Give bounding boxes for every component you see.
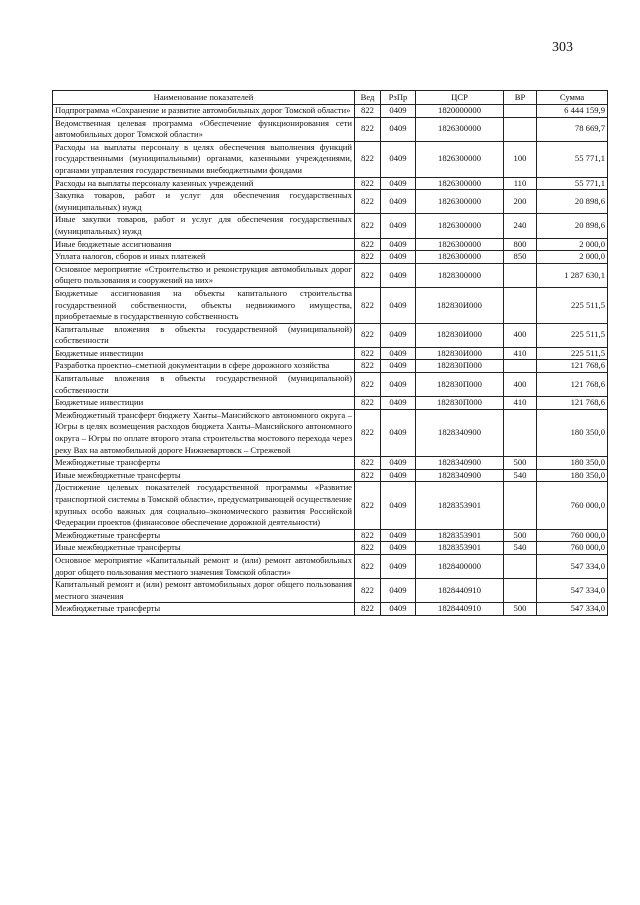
table-row: [53, 105, 608, 118]
cell-csr: 182830П000: [416, 360, 504, 373]
cell-rzpr: 0409: [381, 347, 416, 360]
cell-csr: 1820000000: [416, 105, 504, 118]
table-row: [53, 373, 608, 397]
cell-ved: 822: [355, 457, 381, 470]
cell-vr: 800: [504, 238, 537, 251]
cell-csr: 1828353901: [416, 542, 504, 555]
cell-csr: 1828400000: [416, 554, 504, 578]
cell-name: Иные бюджетные ассигнования: [53, 238, 355, 251]
cell-vr: 110: [504, 177, 537, 190]
cell-name: Бюджетные инвестиции: [53, 347, 355, 360]
cell-csr: 1826300000: [416, 251, 504, 264]
cell-rzpr: 0409: [381, 360, 416, 373]
cell-sum: 760 000,0: [537, 542, 608, 555]
cell-name: Ведомственная целевая программа «Обеспечение функционирования сети автомобильных дорог Томской области»: [53, 117, 355, 141]
cell-rzpr: 0409: [381, 457, 416, 470]
cell-csr: 1828340900: [416, 469, 504, 482]
cell-ved: 822: [355, 579, 381, 603]
cell-name: Межбюджетные трансферты: [53, 457, 355, 470]
cell-ved: 822: [355, 323, 381, 347]
cell-ved: 822: [355, 603, 381, 616]
cell-ved: 822: [355, 373, 381, 397]
cell-csr: 1826300000: [416, 177, 504, 190]
table-row: [53, 529, 608, 542]
cell-name: Межбюджетные трансферты: [53, 603, 355, 616]
cell-name: Достижение целевых показателей государственной программы «Развитие транспортной системы в Томской области», предусматривающей осуществление крупных особо важных для социально–экономического развития Российской Федерации проектов (финансовое обеспечение дорожной деятельности): [53, 482, 355, 529]
cell-rzpr: 0409: [381, 214, 416, 238]
cell-vr: [504, 263, 537, 287]
cell-rzpr: 0409: [381, 263, 416, 287]
cell-vr: 200: [504, 190, 537, 214]
table-row: [53, 190, 608, 214]
table-row: [53, 469, 608, 482]
cell-name: Бюджетные ассигнования на объекты капитального строительства государственной собственности, объекты недвижимого имущества, приобретаемые в государственную собственность: [53, 287, 355, 323]
cell-sum: 547 334,0: [537, 554, 608, 578]
header-vr: ВР: [504, 91, 537, 105]
table-row: [53, 177, 608, 190]
cell-name: Уплата налогов, сборов и иных платежей: [53, 251, 355, 264]
cell-sum: 547 334,0: [537, 603, 608, 616]
table-row: [53, 238, 608, 251]
cell-rzpr: 0409: [381, 117, 416, 141]
cell-ved: 822: [355, 263, 381, 287]
cell-sum: 180 350,0: [537, 457, 608, 470]
cell-name: Закупка товаров, работ и услуг для обеспечения государственных (муниципальных) нужд: [53, 190, 355, 214]
header-name: Наименование показателей: [53, 91, 355, 105]
table-body: [53, 105, 608, 616]
table-row: [53, 542, 608, 555]
cell-vr: 400: [504, 373, 537, 397]
cell-ved: 822: [355, 554, 381, 578]
cell-sum: 121 768,6: [537, 397, 608, 410]
cell-sum: 225 511,5: [537, 347, 608, 360]
cell-ved: 822: [355, 141, 381, 177]
cell-csr: 182830П000: [416, 373, 504, 397]
cell-vr: 540: [504, 469, 537, 482]
cell-vr: 410: [504, 347, 537, 360]
table-row: [53, 579, 608, 603]
cell-rzpr: 0409: [381, 251, 416, 264]
header-sum: Сумма: [537, 91, 608, 105]
cell-ved: 822: [355, 117, 381, 141]
cell-rzpr: 0409: [381, 482, 416, 529]
cell-rzpr: 0409: [381, 542, 416, 555]
cell-vr: [504, 105, 537, 118]
cell-vr: [504, 409, 537, 456]
cell-sum: 6 444 159,9: [537, 105, 608, 118]
cell-rzpr: 0409: [381, 238, 416, 251]
cell-ved: 822: [355, 482, 381, 529]
cell-name: Капитальный ремонт и (или) ремонт автомобильных дорог общего пользования местного значения: [53, 579, 355, 603]
cell-csr: 1826300000: [416, 190, 504, 214]
cell-name: Иные межбюджетные трансферты: [53, 542, 355, 555]
cell-ved: 822: [355, 177, 381, 190]
cell-name: Подпрограмма «Сохранение и развитие автомобильных дорог Томской области»: [53, 105, 355, 118]
cell-ved: 822: [355, 360, 381, 373]
table-row: [53, 360, 608, 373]
cell-sum: 2 000,0: [537, 251, 608, 264]
cell-name: Межбюджетный трансферт бюджету Ханты–Мансийского автономного округа – Югры в целях возмещения расходов бюджета Ханты–Мансийского автономного округа – Югры по оплате второго этапа строительства мостового перехода через реку Вах на автомобильной дороге Нижневартовск – Стрежевой: [53, 409, 355, 456]
table-row: [53, 287, 608, 323]
cell-csr: 1826300000: [416, 238, 504, 251]
cell-name: Разработка проектно–сметной документации в сфере дорожного хозяйства: [53, 360, 355, 373]
cell-ved: 822: [355, 347, 381, 360]
cell-ved: 822: [355, 542, 381, 555]
cell-rzpr: 0409: [381, 469, 416, 482]
table-row: [53, 214, 608, 238]
cell-rzpr: 0409: [381, 141, 416, 177]
cell-sum: 20 898,6: [537, 214, 608, 238]
header-rzpr: РзПр: [381, 91, 416, 105]
cell-csr: 1826300000: [416, 141, 504, 177]
cell-sum: 55 771,1: [537, 141, 608, 177]
cell-csr: 1826300000: [416, 117, 504, 141]
cell-rzpr: 0409: [381, 323, 416, 347]
cell-rzpr: 0409: [381, 287, 416, 323]
cell-rzpr: 0409: [381, 177, 416, 190]
cell-ved: 822: [355, 287, 381, 323]
cell-rzpr: 0409: [381, 554, 416, 578]
cell-name: Межбюджетные трансферты: [53, 529, 355, 542]
cell-name: Расходы на выплаты персоналу в целях обеспечения выполнения функций государственными (муниципальными) органами, казенными учреждениями, органами управления государственными внебюджетными фондами: [53, 141, 355, 177]
table-row: [53, 554, 608, 578]
cell-ved: 822: [355, 397, 381, 410]
cell-sum: 20 898,6: [537, 190, 608, 214]
cell-csr: 1828353901: [416, 529, 504, 542]
cell-name: Основное мероприятие «Капитальный ремонт и (или) ремонт автомобильных дорог общего пользования местного значения Томской области»: [53, 554, 355, 578]
table-row: [53, 251, 608, 264]
cell-rzpr: 0409: [381, 603, 416, 616]
cell-rzpr: 0409: [381, 105, 416, 118]
cell-vr: 850: [504, 251, 537, 264]
cell-csr: 1828440910: [416, 579, 504, 603]
cell-sum: 180 350,0: [537, 409, 608, 456]
cell-sum: 121 768,6: [537, 360, 608, 373]
cell-csr: 1826300000: [416, 214, 504, 238]
cell-name: Капитальные вложения в объекты государственной (муниципальной) собственности: [53, 373, 355, 397]
cell-name: Расходы на выплаты персоналу казенных учреждений: [53, 177, 355, 190]
table-row: [53, 347, 608, 360]
cell-vr: [504, 579, 537, 603]
cell-sum: 180 350,0: [537, 469, 608, 482]
cell-name: Основное мероприятие «Строительство и реконструкция автомобильных дорог общего пользования и сооружений на них»: [53, 263, 355, 287]
cell-vr: [504, 482, 537, 529]
cell-name: Иные межбюджетные трансферты: [53, 469, 355, 482]
cell-csr: 1828353901: [416, 482, 504, 529]
cell-sum: 225 511,5: [537, 323, 608, 347]
cell-vr: 500: [504, 457, 537, 470]
cell-csr: 182830И000: [416, 323, 504, 347]
cell-vr: [504, 554, 537, 578]
cell-sum: 760 000,0: [537, 482, 608, 529]
cell-sum: 760 000,0: [537, 529, 608, 542]
cell-vr: 410: [504, 397, 537, 410]
cell-vr: [504, 287, 537, 323]
table-row: [53, 397, 608, 410]
cell-csr: 1828340900: [416, 409, 504, 456]
cell-csr: 182830И000: [416, 287, 504, 323]
page-number: 303: [552, 40, 573, 55]
cell-vr: 500: [504, 529, 537, 542]
cell-vr: 240: [504, 214, 537, 238]
table-row: [53, 482, 608, 529]
cell-rzpr: 0409: [381, 190, 416, 214]
table-header-row: [53, 91, 608, 105]
table-row: [53, 263, 608, 287]
cell-sum: 78 669,7: [537, 117, 608, 141]
cell-rzpr: 0409: [381, 397, 416, 410]
cell-rzpr: 0409: [381, 529, 416, 542]
cell-csr: 1828440910: [416, 603, 504, 616]
cell-vr: [504, 360, 537, 373]
cell-sum: 1 287 630,1: [537, 263, 608, 287]
cell-csr: 182830П000: [416, 397, 504, 410]
table-row: [53, 117, 608, 141]
cell-ved: 822: [355, 469, 381, 482]
cell-rzpr: 0409: [381, 373, 416, 397]
cell-name: Иные закупки товаров, работ и услуг для обеспечения государственных (муниципальных) нужд: [53, 214, 355, 238]
table-row: [53, 141, 608, 177]
cell-ved: 822: [355, 251, 381, 264]
table-row: [53, 603, 608, 616]
table-row: [53, 457, 608, 470]
cell-csr: 1828300000: [416, 263, 504, 287]
cell-ved: 822: [355, 409, 381, 456]
cell-csr: 182830И000: [416, 347, 504, 360]
cell-name: Бюджетные инвестиции: [53, 397, 355, 410]
cell-vr: [504, 117, 537, 141]
header-csr: ЦСР: [416, 91, 504, 105]
cell-ved: 822: [355, 190, 381, 214]
cell-ved: 822: [355, 238, 381, 251]
cell-csr: 1828340900: [416, 457, 504, 470]
table-row: [53, 323, 608, 347]
cell-sum: 2 000,0: [537, 238, 608, 251]
cell-rzpr: 0409: [381, 409, 416, 456]
cell-vr: 500: [504, 603, 537, 616]
cell-vr: 100: [504, 141, 537, 177]
header-ved: Вед: [355, 91, 381, 105]
cell-vr: 540: [504, 542, 537, 555]
budget-table: [52, 90, 608, 616]
cell-sum: 547 334,0: [537, 579, 608, 603]
cell-ved: 822: [355, 105, 381, 118]
cell-rzpr: 0409: [381, 579, 416, 603]
cell-name: Капитальные вложения в объекты государственной (муниципальной) собственности: [53, 323, 355, 347]
cell-ved: 822: [355, 529, 381, 542]
cell-vr: 400: [504, 323, 537, 347]
table-row: [53, 409, 608, 456]
cell-sum: 225 511,5: [537, 287, 608, 323]
cell-sum: 121 768,6: [537, 373, 608, 397]
cell-ved: 822: [355, 214, 381, 238]
cell-sum: 55 771,1: [537, 177, 608, 190]
